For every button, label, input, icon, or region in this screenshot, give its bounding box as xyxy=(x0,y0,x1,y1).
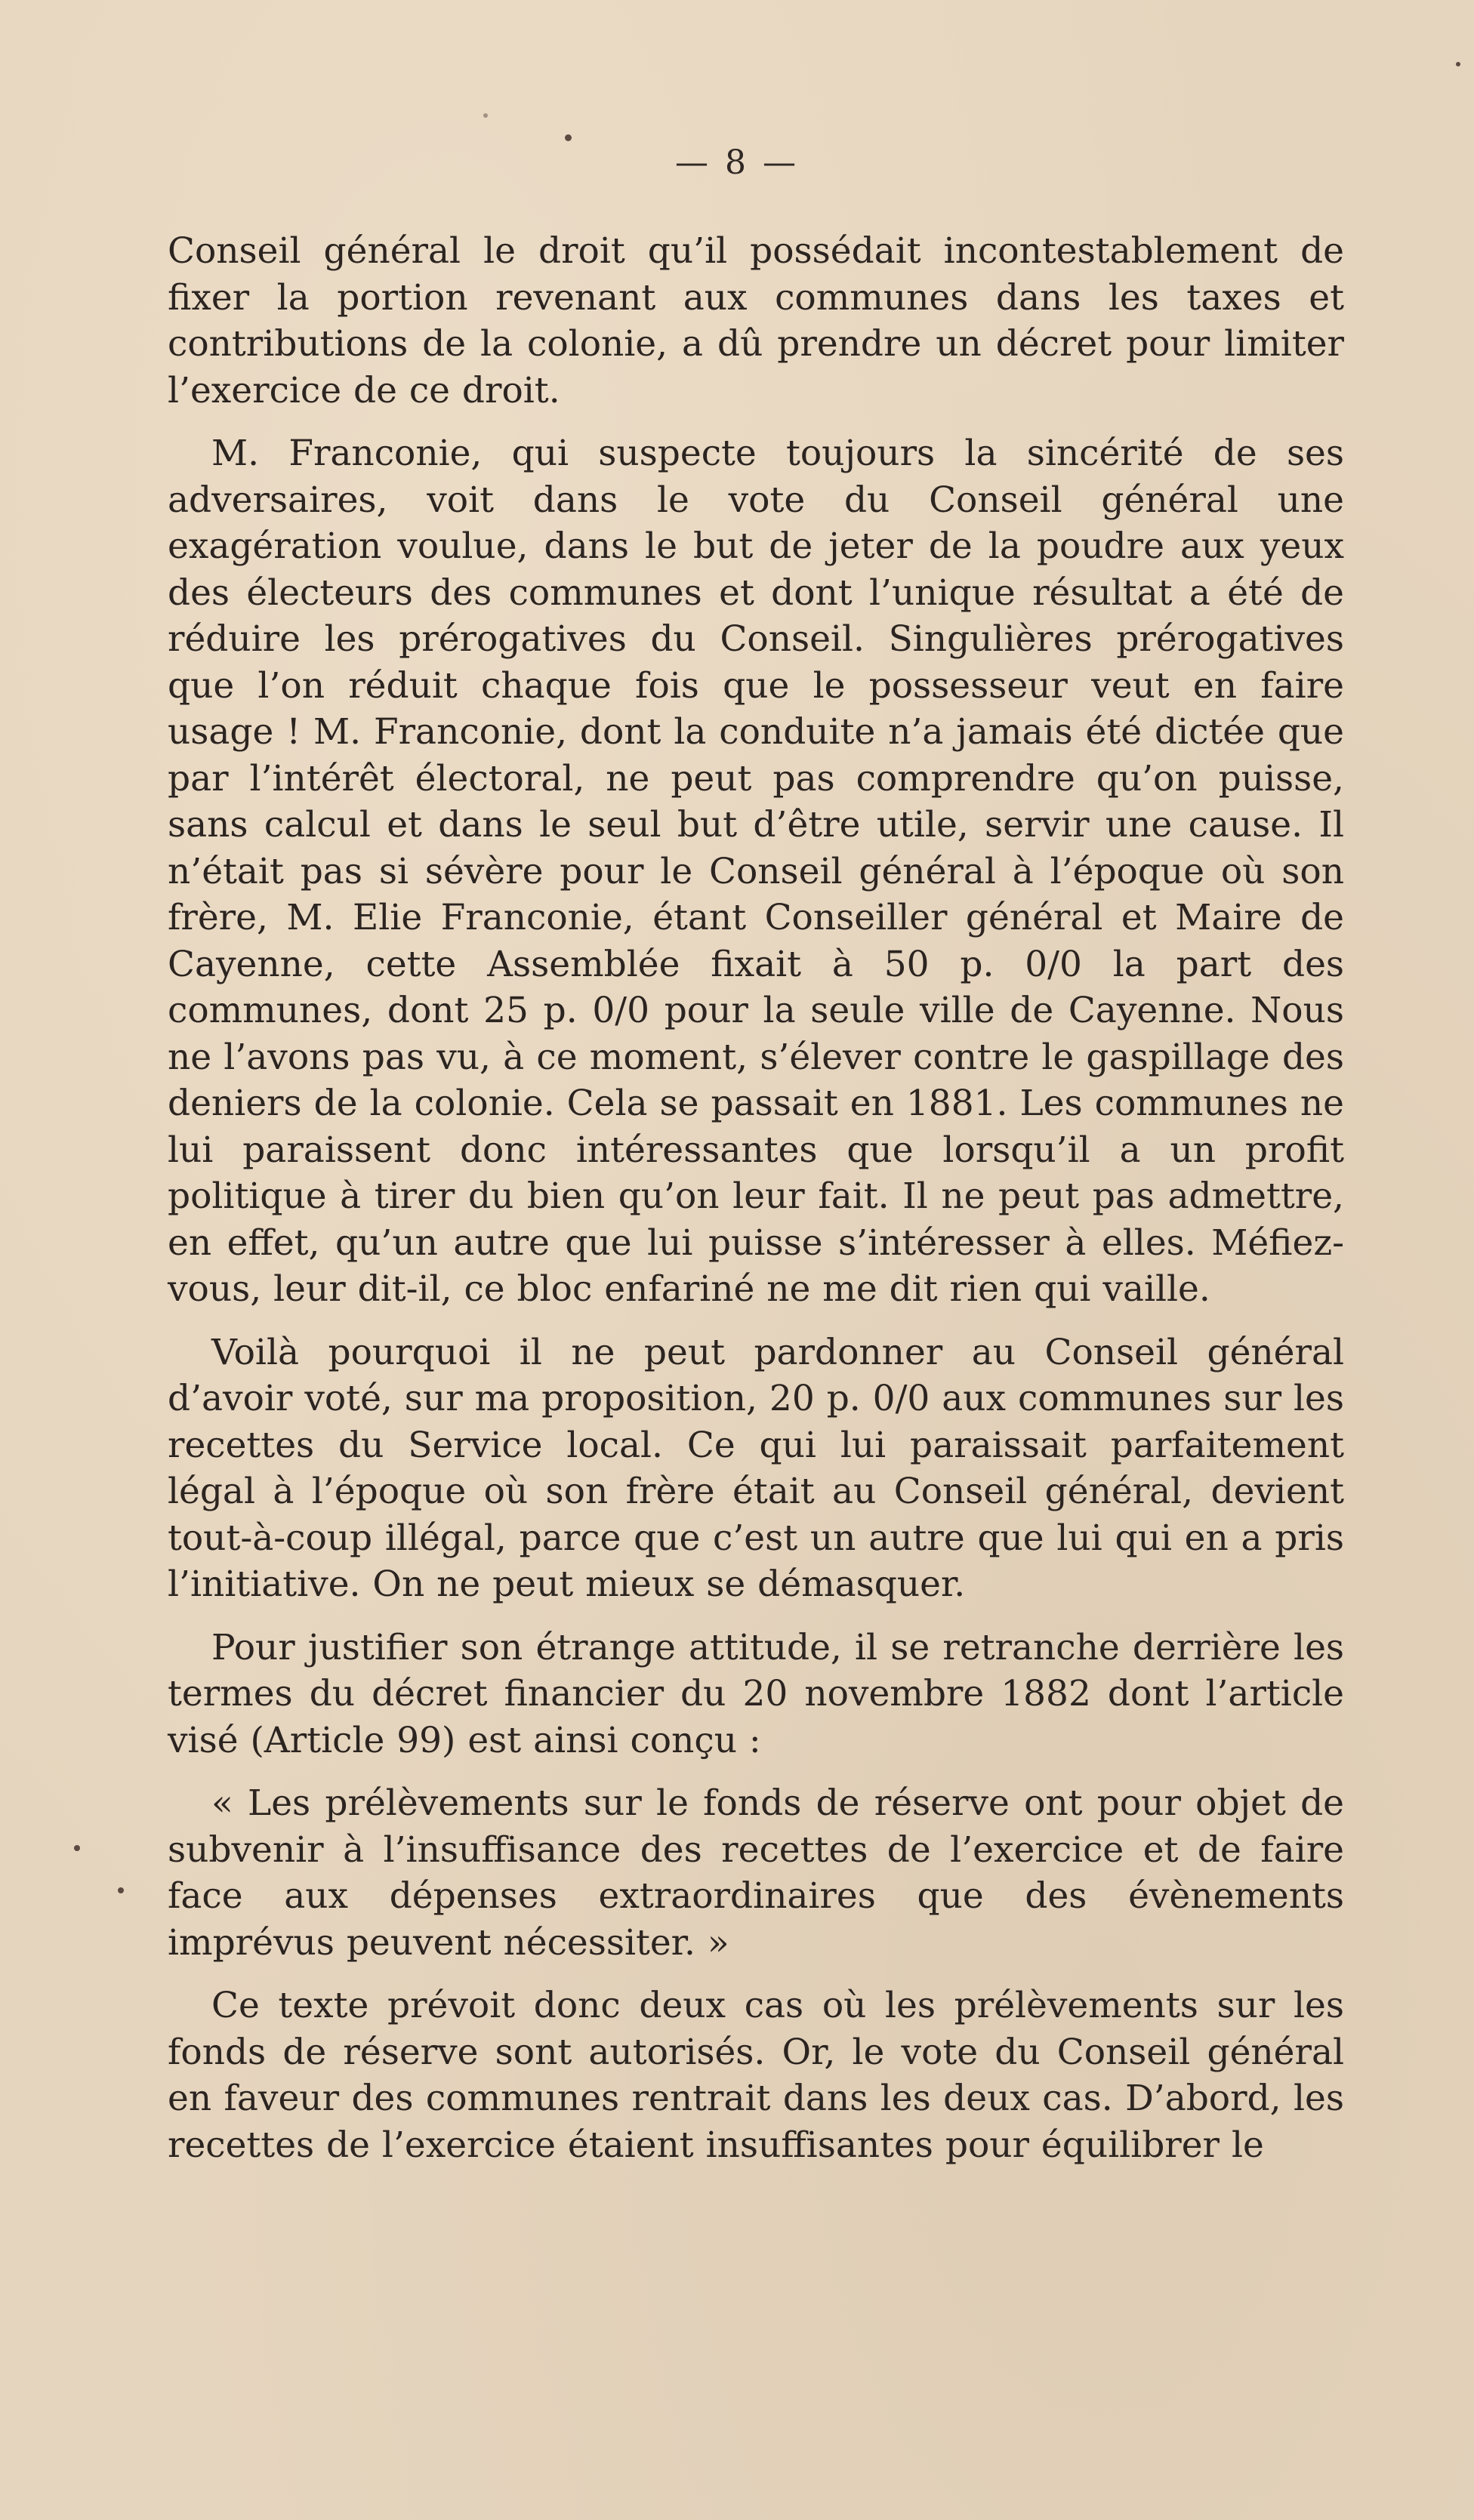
paragraph-continued: Conseil général le droit qu’il possédait incontestablement de fixer la portion revenant aux communes dans les taxes et contributions de la colonie, a dû prendre un décret pour limiter l’exercice de ce droit. xyxy=(168,230,1344,411)
ink-speck xyxy=(118,1887,124,1893)
body-text xyxy=(168,228,1344,2168)
paragraph: Pour justifier son étrange attitude, il se retranche derrière les termes du décret financier du 20 novembre 1882 dont l’article visé (Article 99) est ainsi conçu : xyxy=(168,1626,1344,1761)
page-number: — 8 — xyxy=(675,143,799,182)
ink-speck xyxy=(483,113,488,118)
paragraph: Ce texte prévoit donc deux cas où les prélèvements sur les fonds de réserve sont autorisés. Or, le vote du Conseil général en faveur des communes rentrait dans les deux cas. D’abord, les recettes de l’exercice étaient insuffisantes pour équilibrer le xyxy=(168,1985,1344,2166)
ink-speck xyxy=(1456,62,1460,66)
ink-speck xyxy=(74,1845,80,1851)
ink-speck xyxy=(565,134,572,141)
paragraph: M. Franconie, qui suspecte toujours la sincérité de ses adversaires, voit dans le vote du Conseil général une exagération voulue, dans le but de jeter de la poudre aux yeux des électeurs des communes et dont l’unique résultat a été de réduire les prérogatives du Conseil. Singulières prérogatives que l’on réduit chaque fois que le possesseur veut en faire usage ! M. Franconie, dont la conduite n’a jamais été dictée que par l’intérêt électoral, ne peut pas comprendre qu’on puisse, sans calcul et dans le seul but d’être utile, servir une cause. Il n’était pas si sévère pour le Conseil général à l’époque où son frère, M. Elie Franconie, étant Conseiller général et Maire de Cayenne, cette Assemblée fixait à 50 p. 0/0 la part des communes, dont 25 p. 0/0 pour la seule ville de Cayenne. Nous ne l’avons pas vu, à ce moment, s’élever contre le gaspillage des deniers de la colonie. Cela se passait en 1881. Les communes ne lui paraissent donc intéressantes que lorsqu’il a un profit politique à tirer du bien qu’on leur fait. Il ne peut pas admettre, en effet, qu’un autre que lui puisse s’intéresser à elles. Méfiez-vous, leur dit-il, ce bloc enfariné ne me dit rien qui vaille. xyxy=(168,433,1344,1310)
paragraph: Voilà pourquoi il ne peut pardonner au Conseil général d’avoir voté, sur ma proposition, 20 p. 0/0 aux communes sur les recettes du Service local. Ce qui lui paraissait parfaitement légal à l’époque où son frère était au Conseil général, devient tout-à-coup illégal, parce que c’est un autre que lui qui en a pris l’initiative. On ne peut mieux se démasquer. xyxy=(168,1331,1344,1605)
quoted-article: « Les prélèvements sur le fonds de réserve ont pour objet de subvenir à l’insuffisance des recettes de l’exercice et de faire face aux dépenses extraordinaires que des évènements imprévus peuvent nécessiter. » xyxy=(168,1782,1344,1964)
